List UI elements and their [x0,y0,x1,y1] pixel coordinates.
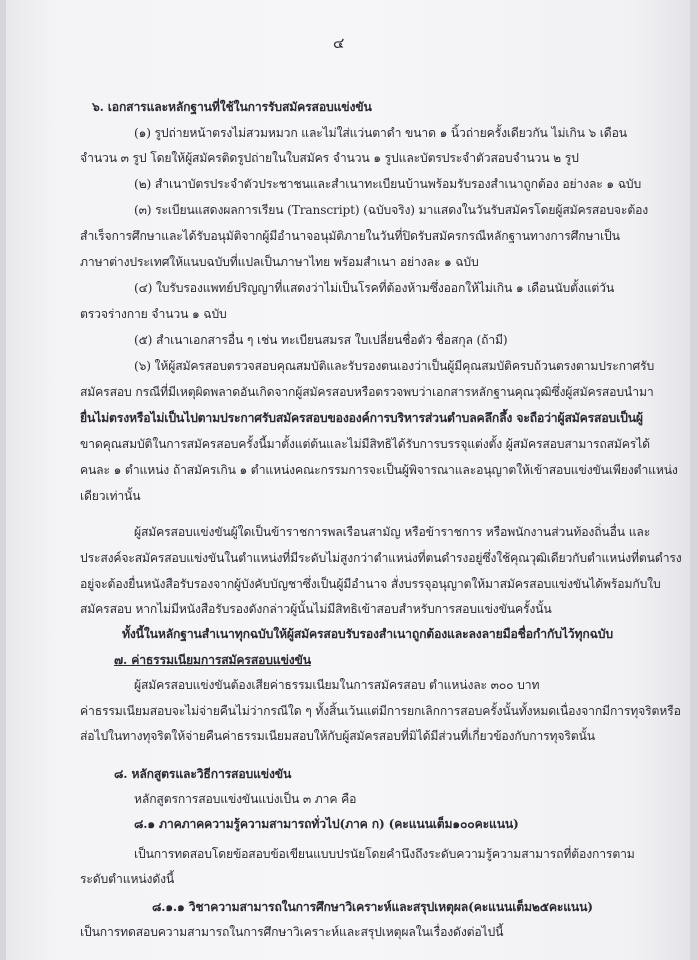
text-line: (๔) ใบรับรองแพทย์ปริญญาที่แสดงว่าไม่เป็นโรคที่ต้องห้ามซึ่งออกให้ไม่เกิน ๑ เดือนนับตั้งแต่วัน [134,281,615,295]
text-line: (๓) ระเบียนแสดงผลการเรียน (Transcript) (ฉบับจริง) มาแสดงในวันรับสมัครโดยผู้สมัครสอบจะต้อง [134,203,649,217]
text-line: อยู่จะต้องยื่นหนังสือรับรองจากผู้บังคับบัญชาซึ่งเป็นผู้มีอำนาจ สั่งบรรจุอนุญาตให้มาสมัครสอบแข่งขันได้พร้อมกับใบ [80,577,661,591]
text-line: ส่อไปในทางทุจริตให้จ่ายคืนค่าธรรมเนียมสอบให้กับผู้สมัครสอบที่มิได้มีส่วนที่เกี่ยวข้องกับการทุจริตนั้น [80,729,595,743]
text-line: ผู้สมัครสอบแข่งขันต้องเสียค่าธรรมเนียมในการสมัครสอบ ตำแหน่งละ ๓๐๐ บาท [134,678,540,692]
text-line: ขาดคุณสมบัติในการสมัครสอบครั้งนี้มาตั้งแต่ต้นและไม่มีสิทธิได้รับการบรรจุแต่งตั้ง ผู้สมัครสอบสามารถสมัครได้ [80,437,650,451]
text-line: เป็นการทดสอบโดยข้อสอบข้อเขียนแบบปรนัยโดยคำนึงถึงระดับความรู้ความสามารถที่ต้องการตาม [134,847,635,861]
page-number: ๔ [333,34,345,52]
section-heading: ๗. ค่าธรรมเนียมการสมัครสอบแข่งขัน [114,653,311,667]
text-line: ประสงค์จะสมัครสอบแข่งขันในตำแหน่งที่มีระดับไม่สูงกว่าตำแหน่งที่ตนดำรงอยู่ซึ่งใช้คุณวุฒิเดียวกับตำแหน่งที่ตนดำรง [80,551,682,565]
text-line: (๖) ให้ผู้สมัครสอบตรวจสอบคุณสมบัติและรับรองตนเองว่าเป็นผู้มีคุณสมบัติครบถ้วนตรงตามประกาศรับ [134,359,655,373]
text-line: (๒) สำเนาบัตรประจำตัวประชาชนและสำเนาทะเบียนบ้านพร้อมรับรองสำเนาถูกต้อง อย่างละ ๑ ฉบับ [134,177,642,191]
text-line: เดียวเท่านั้น [80,489,141,503]
text-line: ระดับตำแหน่งดังนี้ [80,872,175,886]
text-line: สมัครสอบ หากไม่มีหนังสือรับรองดังกล่าวผู้นั้นไม่มีสิทธิเข้าสอบสำหรับการสอบแข่งขันครั้งนั้น [80,602,552,616]
text-line: สมัครสอบ กรณีที่มีเหตุผิดพลาดอันเกิดจากผู้สมัครสอบหรือตรวจพบว่าเอกสารหลักฐานคุณวุฒิซึ่งผู้สมัครสอบนำมา [80,385,654,399]
subsection-heading: ๘.๑.๑ วิชาความสามารถในการศึกษาวิเคราะห์และสรุปเหตุผล(คะแนนเต็ม๒๕คะแนน) [152,900,593,914]
text-line: จำนวน ๓ รูป โดยให้ผู้สมัครติดรูปถ่ายในใบสมัคร จำนวน ๑ รูปและบัตรประจำตัวสอบจำนวน ๒ รูป [80,151,579,165]
text-line: หลักสูตรการสอบแข่งขันแบ่งเป็น ๓ ภาค คือ [134,792,357,806]
text-line: ค่าธรรมเนียมสอบจะไม่จ่ายคืนไม่ว่ากรณีใด ๆ ทั้งสิ้นเว้นแต่มีการยกเลิกการสอบครั้งนั้นทั้งหมดเนื่องจากมีการทุจริตหรือ [80,704,681,718]
text-line: ภาษาต่างประเทศให้แนบฉบับที่แปลเป็นภาษาไทย พร้อมสำเนา อย่างละ ๑ ฉบับ [80,255,479,269]
text-line: (๕) สำเนาเอกสารอื่น ๆ เช่น ทะเบียนสมรส ใบเปลี่ยนชื่อตัว ชื่อสกุล (ถ้ามี) [134,333,508,347]
text-line-bold: ทั้งนี้ในหลักฐานสำเนาทุกฉบับให้ผู้สมัครสอบรับรองสำเนาถูกต้องและลงลายมือชื่อกำกับไว้ทุกฉบับ [122,627,613,641]
text-line: ผู้สมัครสอบแข่งขันผู้ใดเป็นข้าราชการพลเรือนสามัญ หรือข้าราชการ หรือพนักงานส่วนท้องถิ่นอื่น และ [134,525,651,539]
text-line: เป็นการทดสอบความสามารถในการศึกษาวิเคราะห์และสรุปเหตุผลในเรื่องดังต่อไปนี้ [80,925,504,939]
section-heading: ๖. เอกสารและหลักฐานที่ใช้ในการรับสมัครสอบแข่งขัน [92,100,372,114]
document-page [6,0,690,960]
text-line: (๑) รูปถ่ายหน้าตรงไม่สวมหมวก และไม่ใส่แว่นตาดำ ขนาด ๑ นิ้วถ่ายครั้งเดียวกัน ไม่เกิน ๖ เดือน [134,126,627,140]
section-heading: ๘. หลักสูตรและวิธีการสอบแข่งขัน [114,767,292,781]
subsection-heading: ๘.๑ ภาคภาคความรู้ความสามารถทั่วไป(ภาค ก) (คะแนนเต็ม๑๐๐คะแนน) [134,817,519,831]
text-line: ตรวจร่างกาย จำนวน ๑ ฉบับ [80,307,227,321]
text-line: คนละ ๑ ตำแหน่ง ถ้าสมัครเกิน ๑ ตำแหน่งคณะกรรมการจะเป็นผู้พิจารณาและอนุญาตให้เข้าสอบแข่งขันเพียงตำแหน่ง [80,463,678,477]
text-line: สำเร็จการศึกษาและได้รับอนุมัติจากผู้มีอำนาจอนุมัติภายในวันที่ปิดรับสมัครกรณีหลักฐานทางการศึกษาเป็น [80,229,620,243]
text-line-bold: ยื่นไม่ตรงหรือไม่เป็นไปตามประกาศรับสมัครสอบขององค์การบริหารส่วนตำบลคลึกลึ้ง จะถือว่าผู้สมัครสอบเป็นผู้ [80,411,643,425]
